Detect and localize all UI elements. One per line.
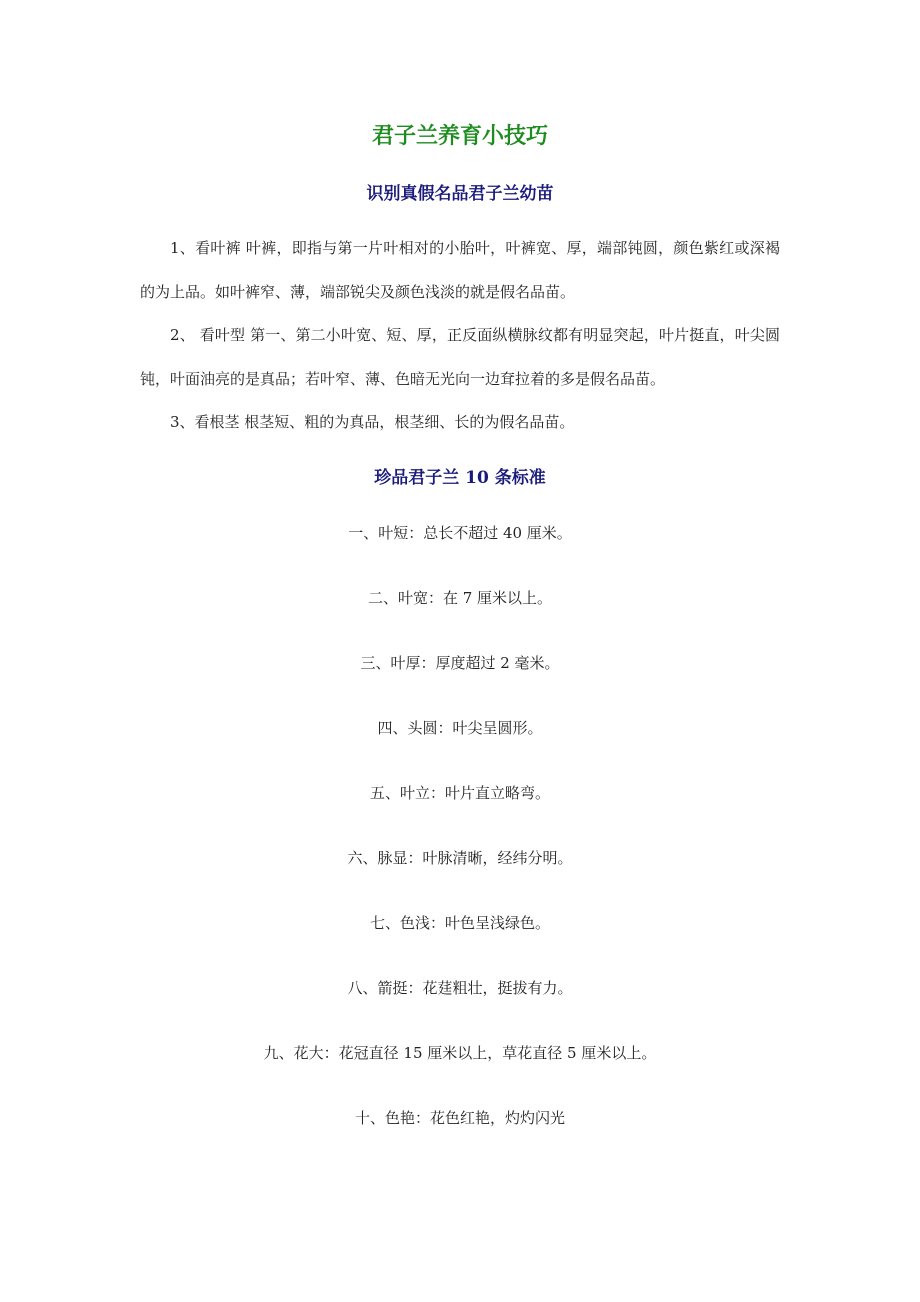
standard-item-1: 一、叶短：总长不超过 40 厘米。 xyxy=(348,524,572,542)
standard-item-8: 八、箭挺：花莛粗壮，挺拔有力。 xyxy=(347,979,573,997)
standard-item-9: 九、花大：花冠直径 15 厘米以上，草花直径 5 厘米以上。 xyxy=(263,1044,657,1062)
standard-item-3: 三、叶厚：厚度超过 2 毫米。 xyxy=(360,654,560,672)
standard-item-2: 二、叶宽：在 7 厘米以上。 xyxy=(367,589,553,607)
document-title: 君子兰养育小技巧 xyxy=(371,123,548,149)
section-heading-identify-seedlings: 识别真假名品君子兰幼苗 xyxy=(366,184,554,204)
standard-item-7: 七、色浅：叶色呈浅绿色。 xyxy=(369,914,550,932)
standard-item-6: 六、脉显：叶脉清晰，经纬分明。 xyxy=(347,849,573,867)
paragraph-root-stem: 3、看根茎 根茎短、粗的为真品，根茎细、长的为假名品苗。 xyxy=(170,413,575,431)
section-heading-ten-standards: 珍品君子兰 10 条标准 xyxy=(374,468,546,488)
standard-item-10: 十、色艳：花色红艳，灼灼闪光 xyxy=(354,1109,565,1127)
paragraph-leaf-shape: 2、 看叶型 第一、第二小叶宽、短、厚，正反面纵横脉纹都有明显突起，叶片挺直，叶尖圆钝，叶面油亮的是真品；若叶窄、薄、色暗无光向一边耷拉着的多是假名品苗。 xyxy=(140,326,780,388)
standard-item-5: 五、叶立：叶片直立略弯。 xyxy=(369,784,550,802)
paragraph-leaf-sheath: 1、看叶裤 叶裤，即指与第一片叶相对的小胎叶，叶裤宽、厚，端部钝圆，颜色紫红或深褐的为上品。如叶裤窄、薄，端部锐尖及颜色浅淡的就是假名品苗。 xyxy=(140,239,780,301)
standard-item-4: 四、头圆：叶尖呈圆形。 xyxy=(377,719,543,737)
